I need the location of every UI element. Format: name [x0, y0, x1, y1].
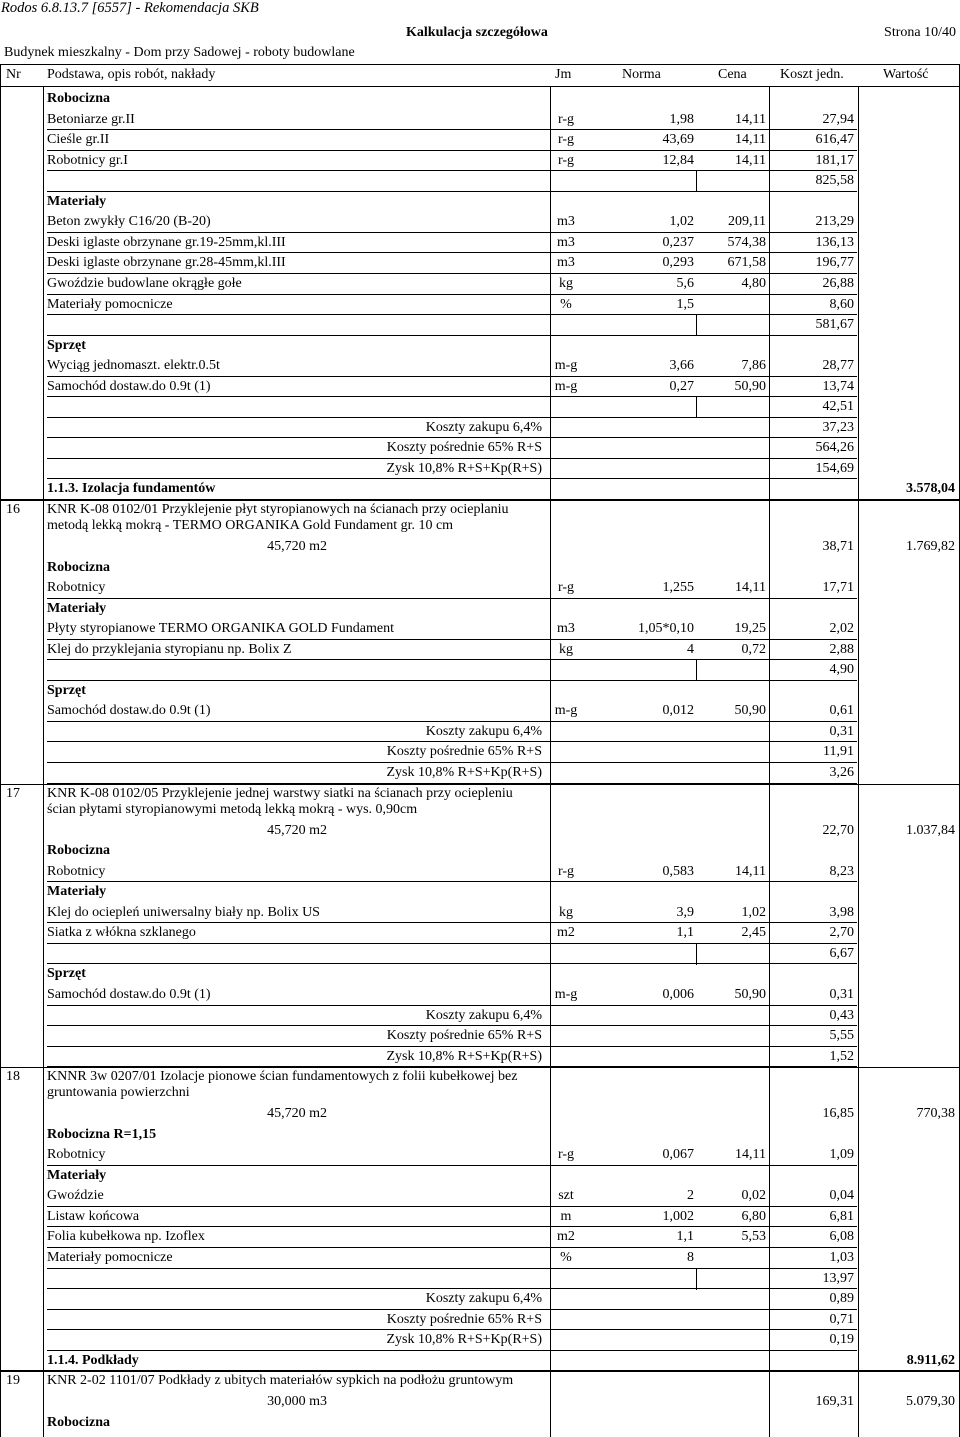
resource-unit: m-g [554, 703, 578, 718]
overhead-label: Zysk 10,8% R+S+Kp(R+S) [386, 1049, 542, 1064]
resource-cost: 13,74 [822, 379, 854, 394]
position-quantity: 30,000 m3 [267, 1394, 327, 1409]
row-underline [47, 639, 857, 640]
resource-norm: 0,293 [662, 255, 694, 270]
col-wartosc: Wartość [883, 67, 929, 82]
overhead-value: 0,31 [829, 724, 854, 739]
row-underline [47, 273, 857, 274]
page-number: Strona 10/40 [884, 25, 956, 40]
position-top-rule [0, 1067, 960, 1068]
overhead-label: Koszty pośrednie 65% R+S [386, 1312, 542, 1327]
position-description: KNR K-08 0102/01 Przyklejenie płyt styropianowych na ścianach przy ocieplaniu [47, 502, 509, 517]
col-cena: Cena [718, 67, 747, 82]
resource-price: 14,11 [735, 864, 766, 879]
row-underline [47, 963, 857, 964]
resource-unit: m2 [557, 925, 575, 940]
position-description: ścian płytami styropianowymi metodą lekką mokrą - wys. 0,90cm [47, 802, 418, 817]
resource-price: 14,11 [735, 132, 766, 147]
resource-norm: 8 [687, 1250, 694, 1265]
subtotal-left-rule [696, 944, 697, 965]
overhead-label: Koszty zakupu 6,4% [425, 724, 542, 739]
group-heading: Materiały [47, 884, 107, 899]
position-unit-cost: 16,85 [822, 1106, 854, 1121]
resource-unit: m3 [557, 621, 575, 636]
resource-cost: 213,29 [815, 214, 854, 229]
row-underline [47, 881, 857, 882]
group-heading: Sprzęt [47, 966, 86, 981]
row-underline [47, 150, 857, 151]
group-heading: Sprzęt [47, 683, 86, 698]
row-underline [47, 762, 857, 763]
row-underline [47, 478, 857, 479]
resource-unit: m3 [557, 255, 575, 270]
row-underline [47, 458, 857, 459]
row-underline [47, 1329, 857, 1330]
resource-price: 7,86 [741, 358, 766, 373]
resource-name: Robotnicy [47, 580, 106, 595]
resource-price: 574,38 [727, 235, 766, 250]
group-subtotal: 825,58 [815, 173, 854, 188]
resource-cost: 27,94 [822, 112, 854, 127]
section-total: 8.911,62 [906, 1353, 955, 1368]
resource-norm: 1,1 [676, 925, 694, 940]
col-sep-cena [769, 87, 770, 1437]
resource-cost: 0,31 [829, 987, 854, 1002]
position-description: metodą lekką mokrą - TERMO ORGANIKA Gold Fundament gr. 10 cm [47, 518, 454, 533]
resource-norm: 0,012 [662, 703, 694, 718]
overhead-label: Koszty pośrednie 65% R+S [386, 440, 542, 455]
col-desc: Podstawa, opis robót, nakłady [47, 67, 216, 82]
resource-unit: % [560, 1250, 572, 1265]
resource-price: 50,90 [734, 987, 766, 1002]
resource-cost: 616,47 [815, 132, 854, 147]
row-underline [47, 1268, 857, 1269]
col-norma: Norma [622, 67, 661, 82]
resource-name: Samochód dostaw.do 0.9t (1) [47, 703, 211, 718]
resource-unit: kg [559, 642, 573, 657]
position-number: 18 [6, 1069, 20, 1084]
position-unit-cost: 169,31 [815, 1394, 854, 1409]
row-underline [47, 417, 857, 418]
row-underline [47, 1206, 857, 1207]
app-title: Rodos 6.8.13.7 [6557] - Rekomendacja SKB [1, 0, 259, 16]
resource-norm: 1,1 [676, 1229, 694, 1244]
row-underline [47, 294, 857, 295]
col-koszt: Koszt jedn. [780, 67, 844, 82]
group-heading: Robocizna [47, 1415, 110, 1430]
group-subtotal: 13,97 [822, 1271, 854, 1286]
resource-name: Gwoździe budowlane okrągłe gołe [47, 276, 242, 291]
column-header-row [0, 64, 960, 86]
resource-cost: 26,88 [822, 276, 854, 291]
subtotal-left-rule [696, 397, 697, 418]
position-description: KNR K-08 0102/05 Przyklejenie jednej warstwy siatki na ścianach przy ociepleniu [47, 786, 513, 801]
row-underline [47, 437, 857, 438]
resource-name: Gwoździe [47, 1188, 104, 1203]
overhead-value: 154,69 [815, 461, 854, 476]
resource-unit: r-g [557, 1147, 575, 1162]
position-quantity: 45,720 m2 [267, 823, 327, 838]
col-sep-koszt [858, 87, 859, 1437]
resource-name: Klej do przyklejania styropianu np. Bolix Z [47, 642, 292, 657]
position-description: gruntowania powierzchni [47, 1085, 190, 1100]
group-subtotal: 42,51 [822, 399, 854, 414]
row-underline [47, 922, 857, 923]
resource-norm: 12,84 [662, 153, 694, 168]
resource-norm: 3,9 [676, 905, 694, 920]
resource-price: 5,53 [741, 1229, 766, 1244]
row-underline [47, 129, 857, 130]
resource-unit: m2 [557, 1229, 575, 1244]
resource-cost: 8,23 [829, 864, 854, 879]
resource-name: Listaw końcowa [47, 1209, 140, 1224]
resource-cost: 1,09 [829, 1147, 854, 1162]
overhead-label: Koszty pośrednie 65% R+S [386, 744, 542, 759]
overhead-label: Zysk 10,8% R+S+Kp(R+S) [386, 461, 542, 476]
resource-cost: 6,81 [829, 1209, 854, 1224]
group-heading: Robocizna R=1,15 [47, 1127, 157, 1142]
group-subtotal: 6,67 [829, 946, 854, 961]
row-underline [47, 376, 857, 377]
resource-cost: 2,02 [829, 621, 854, 636]
overhead-value: 0,43 [829, 1008, 854, 1023]
section-title: 1.1.4. Podkłady [47, 1353, 139, 1368]
group-heading: Sprzęt [47, 338, 86, 353]
row-underline [47, 232, 857, 233]
resource-norm: 3,66 [669, 358, 694, 373]
resource-cost: 0,61 [829, 703, 854, 718]
resource-price: 0,72 [741, 642, 766, 657]
position-number: 16 [6, 502, 20, 517]
resource-name: Samochód dostaw.do 0.9t (1) [47, 379, 211, 394]
resource-name: Wyciąg jednomaszt. elektr.0.5t [47, 358, 220, 373]
position-top-rule [0, 1371, 960, 1372]
resource-cost: 3,98 [829, 905, 854, 920]
document-title: Kalkulacja szczegółowa [406, 25, 548, 40]
resource-unit: kg [559, 905, 573, 920]
resource-price: 0,02 [741, 1188, 766, 1203]
position-unit-cost: 38,71 [822, 539, 854, 554]
subtotal-left-rule [696, 315, 697, 336]
resource-price: 19,25 [734, 621, 766, 636]
resource-cost: 6,08 [829, 1229, 854, 1244]
resource-norm: 1,02 [669, 214, 694, 229]
resource-unit: m-g [554, 379, 578, 394]
position-unit-cost: 22,70 [822, 823, 854, 838]
col-nr: Nr [6, 67, 21, 82]
group-heading: Robocizna [47, 91, 110, 106]
group-heading: Materiały [47, 194, 107, 209]
position-value: 1.769,82 [906, 539, 955, 554]
row-underline [47, 1309, 857, 1310]
header-top-rule [0, 64, 960, 65]
resource-cost: 28,77 [822, 358, 854, 373]
resource-norm: 1,98 [669, 112, 694, 127]
resource-unit: r-g [557, 132, 575, 147]
overhead-label: Zysk 10,8% R+S+Kp(R+S) [386, 765, 542, 780]
row-underline [47, 1165, 857, 1166]
resource-cost: 2,88 [829, 642, 854, 657]
row-underline [47, 314, 857, 315]
position-value: 770,38 [916, 1106, 955, 1121]
resource-cost: 0,04 [829, 1188, 854, 1203]
overhead-label: Koszty pośrednie 65% R+S [386, 1028, 542, 1043]
group-heading: Materiały [47, 1168, 107, 1183]
row-underline [47, 741, 857, 742]
overhead-value: 5,55 [829, 1028, 854, 1043]
resource-unit: r-g [557, 580, 575, 595]
resource-norm: 1,5 [676, 297, 694, 312]
resource-unit: m3 [557, 235, 575, 250]
resource-unit: m-g [554, 987, 578, 1002]
resource-norm: 1,002 [662, 1209, 694, 1224]
resource-unit: m [560, 1209, 572, 1224]
subtotal-left-rule [696, 660, 697, 681]
position-quantity: 45,720 m2 [267, 539, 327, 554]
overhead-label: Zysk 10,8% R+S+Kp(R+S) [386, 1332, 542, 1347]
resource-name: Deski iglaste obrzynane gr.19-25mm,kl.III [47, 235, 286, 250]
resource-name: Robotnicy gr.I [47, 153, 128, 168]
row-underline [47, 191, 857, 192]
col-jm: Jm [555, 67, 572, 82]
resource-norm: 0,583 [662, 864, 694, 879]
row-underline [47, 170, 857, 171]
row-underline [47, 335, 857, 336]
resource-price: 14,11 [735, 580, 766, 595]
resource-cost: 17,71 [822, 580, 854, 595]
row-underline [47, 1247, 857, 1248]
group-heading: Materiały [47, 601, 107, 616]
resource-name: Robotnicy [47, 864, 106, 879]
resource-price: 671,58 [727, 255, 766, 270]
resource-price: 14,11 [735, 153, 766, 168]
resource-norm: 2 [687, 1188, 694, 1203]
position-quantity: 45,720 m2 [267, 1106, 327, 1121]
row-underline [47, 396, 857, 397]
row-underline [47, 1288, 857, 1289]
resource-unit: r-g [557, 864, 575, 879]
resource-name: Deski iglaste obrzynane gr.28-45mm,kl.III [47, 255, 286, 270]
resource-norm: 0,27 [669, 379, 694, 394]
resource-price: 14,11 [735, 112, 766, 127]
resource-price: 209,11 [728, 214, 766, 229]
row-underline [47, 1025, 857, 1026]
resource-name: Cieśle gr.II [47, 132, 110, 147]
group-heading: Robocizna [47, 843, 110, 858]
resource-name: Materiały pomocnicze [47, 1250, 173, 1265]
resource-cost: 8,60 [829, 297, 854, 312]
col-sep-jm [550, 87, 551, 1437]
overhead-label: Koszty zakupu 6,4% [425, 1008, 542, 1023]
position-value: 5.079,30 [906, 1394, 955, 1409]
position-description: KNNR 3w 0207/01 Izolacje pionowe ścian fundamentowych z folii kubełkowej bez [47, 1069, 518, 1084]
group-heading: Robocizna [47, 560, 110, 575]
resource-norm: 43,69 [662, 132, 694, 147]
resource-unit: r-g [557, 153, 575, 168]
position-description: KNR 2-02 1101/07 Podkłady z ubitych materiałów sypkich na podłożu gruntowym [47, 1373, 514, 1388]
overhead-value: 3,26 [829, 765, 854, 780]
resource-cost: 181,17 [815, 153, 854, 168]
row-underline [47, 598, 857, 599]
subtotal-left-rule [696, 1269, 697, 1290]
section-total: 3.578,04 [906, 481, 955, 496]
position-number: 19 [6, 1373, 20, 1388]
overhead-label: Koszty zakupu 6,4% [425, 1291, 542, 1306]
resource-price: 50,90 [734, 703, 766, 718]
row-underline [47, 680, 857, 681]
overhead-value: 564,26 [815, 440, 854, 455]
resource-name: Beton zwykły C16/20 (B-20) [47, 214, 211, 229]
resource-norm: 4 [687, 642, 694, 657]
resource-name: Płyty styropianowe TERMO ORGANIKA GOLD Fundament [47, 621, 395, 636]
resource-norm: 0,237 [662, 235, 694, 250]
resource-norm: 1,255 [662, 580, 694, 595]
row-underline [47, 659, 857, 660]
overhead-value: 37,23 [822, 420, 854, 435]
row-underline [47, 1005, 857, 1006]
position-top-rule [0, 784, 960, 785]
resource-name: Folia kubełkowa np. Izoflex [47, 1229, 205, 1244]
resource-name: Robotnicy [47, 1147, 106, 1162]
resource-cost: 2,70 [829, 925, 854, 940]
project-name: Budynek mieszkalny - Dom przy Sadowej - roboty budowlane [4, 45, 355, 60]
row-underline [47, 1226, 857, 1227]
resource-unit: % [560, 297, 572, 312]
col-sep-desc [43, 87, 44, 1437]
resource-cost: 136,13 [815, 235, 854, 250]
row-underline [47, 721, 857, 722]
resource-cost: 196,77 [815, 255, 854, 270]
position-top-rule [0, 500, 960, 501]
resource-price: 4,80 [741, 276, 766, 291]
resource-cost: 1,03 [829, 1250, 854, 1265]
header-bottom-rule [0, 86, 960, 87]
overhead-value: 1,52 [829, 1049, 854, 1064]
resource-norm: 1,05*0,10 [638, 621, 694, 636]
resource-name: Materiały pomocnicze [47, 297, 173, 312]
overhead-label: Koszty zakupu 6,4% [425, 420, 542, 435]
subtotal-left-rule [696, 171, 697, 192]
resource-name: Betoniarze gr.II [47, 112, 135, 127]
resource-price: 50,90 [734, 379, 766, 394]
resource-norm: 0,067 [662, 1147, 694, 1162]
row-underline [47, 943, 857, 944]
overhead-value: 0,19 [829, 1332, 854, 1347]
row-underline [47, 1046, 857, 1047]
overhead-value: 0,89 [829, 1291, 854, 1306]
resource-price: 6,80 [741, 1209, 766, 1224]
resource-unit: m-g [554, 358, 578, 373]
overhead-value: 0,71 [829, 1312, 854, 1327]
resource-price: 1,02 [741, 905, 766, 920]
group-subtotal: 4,90 [829, 662, 854, 677]
section-title: 1.1.3. Izolacja fundamentów [47, 481, 216, 496]
resource-norm: 0,006 [662, 987, 694, 1002]
left-border [0, 64, 1, 1437]
resource-name: Samochód dostaw.do 0.9t (1) [47, 987, 211, 1002]
resource-unit: m3 [557, 214, 575, 229]
resource-price: 2,45 [741, 925, 766, 940]
group-subtotal: 581,67 [815, 317, 854, 332]
resource-price: 14,11 [735, 1147, 766, 1162]
overhead-value: 11,91 [823, 744, 854, 759]
resource-unit: r-g [557, 112, 575, 127]
row-underline [47, 252, 857, 253]
resource-name: Klej do ociepleń uniwersalny biały np. Bolix US [47, 905, 320, 920]
resource-name: Siatka z włókna szklanego [47, 925, 196, 940]
position-number: 17 [6, 786, 20, 801]
resource-unit: szt [558, 1188, 574, 1203]
resource-norm: 5,6 [676, 276, 694, 291]
resource-unit: kg [559, 276, 573, 291]
position-value: 1.037,84 [906, 823, 955, 838]
row-underline [47, 1350, 857, 1351]
